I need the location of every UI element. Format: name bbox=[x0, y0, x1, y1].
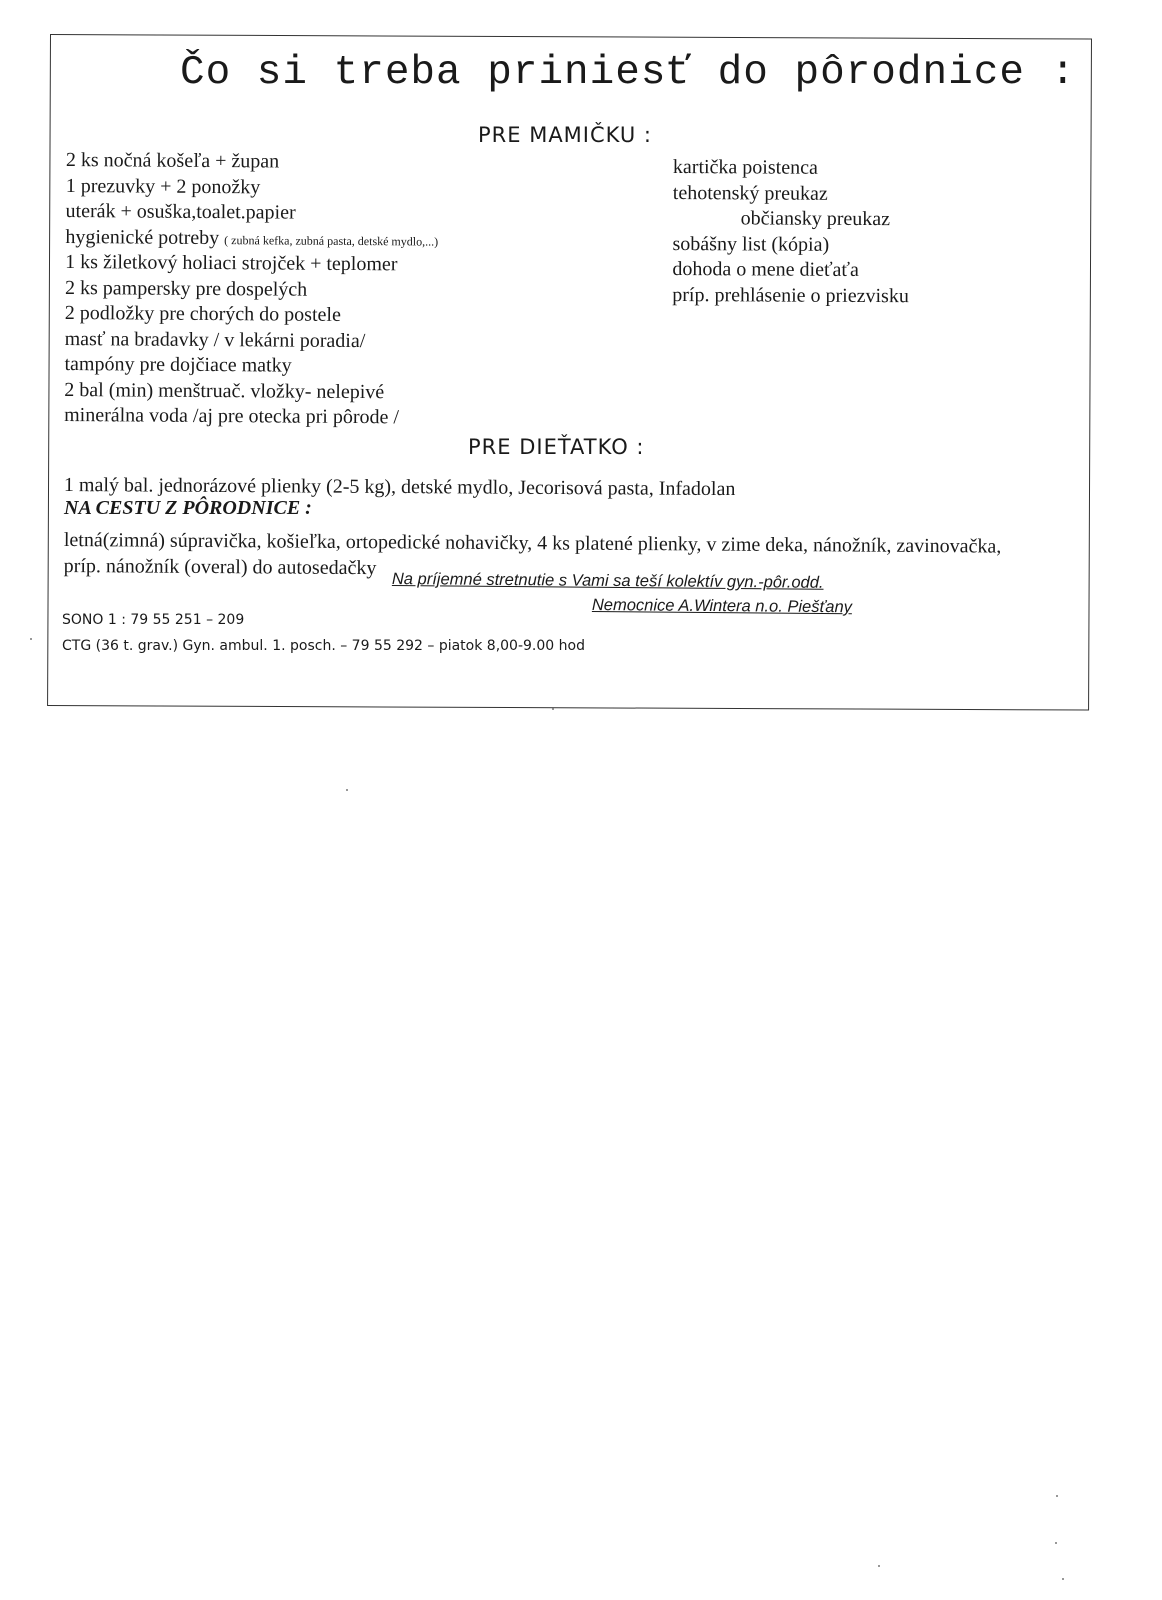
contact-ctg: CTG (36 t. grav.) Gyn. ambul. 1. posch. – 79 55 292 – piatok 8,00-9.00 hod bbox=[62, 638, 585, 654]
scan-speck bbox=[1056, 1495, 1058, 1497]
contact-sono: SONO 1 : 79 55 251 – 209 bbox=[62, 612, 245, 628]
list-item: 1 prezuvky + 2 ponožky bbox=[65, 174, 261, 198]
baby-heading: PRE DIEŤATKO : bbox=[468, 435, 645, 459]
hygiene-note: ( zubná kefka, zubná pasta, detské mydlo,...) bbox=[224, 232, 439, 249]
list-item: 2 ks pampersky pre dospelých bbox=[64, 276, 308, 301]
documents-list bbox=[672, 155, 909, 309]
scan-speck bbox=[346, 789, 348, 791]
list-item: 1 ks žiletkový holiaci strojček + teplomer bbox=[65, 250, 398, 276]
signature-line-1: Na príjemné stretnutie s Vami sa teší kolektív gyn.-pôr.odd. bbox=[391, 570, 824, 592]
document-item: príp. prehlásenie o priezvisku bbox=[672, 283, 909, 307]
document-item: občiansky preukaz bbox=[740, 207, 891, 231]
scan-speck bbox=[1062, 1578, 1064, 1580]
mom-items-list bbox=[64, 148, 439, 431]
list-item: 2 bal (min) menštruač. vložky- nelepivé bbox=[64, 378, 385, 403]
page-title: Čo si treba priniesť do pôrodnice : bbox=[180, 50, 1077, 96]
document-item: dohoda o mene dieťaťa bbox=[672, 257, 859, 281]
document-item: tehotenský preukaz bbox=[672, 181, 828, 205]
trip-items: letná(zimná) súpravička, košieľka, ortopedické nohavičky, 4 ks platené plienky, v zime deka, nánožník, zavinovačka, príp. nánožník (overal) do autosedačky bbox=[63, 528, 1002, 580]
list-item: tampóny pre dojčiace matky bbox=[64, 352, 292, 377]
scan-speck bbox=[30, 638, 32, 640]
scan-speck bbox=[1055, 1542, 1057, 1544]
list-item bbox=[65, 224, 438, 252]
document-item: sobášny list (kópia) bbox=[672, 232, 830, 256]
list-item: 2 podložky pre chorých do postele bbox=[64, 301, 341, 326]
baby-items: 1 malý bal. jednorázové plienky (2-5 kg), detské mydlo, Jecorisová pasta, Infadolan bbox=[63, 474, 736, 501]
mom-heading: PRE MAMIČKU : bbox=[478, 123, 652, 147]
signature-line-2: Nemocnice A.Wintera n.o. Piešťany bbox=[591, 596, 853, 617]
scan-speck bbox=[878, 1565, 880, 1567]
list-item: uterák + osuška,toalet.papier bbox=[65, 199, 296, 224]
list-item-text: hygienické potreby bbox=[65, 225, 220, 249]
document-item: kartička poistenca bbox=[672, 155, 818, 179]
list-item: minerálna voda /aj pre otecka pri pôrode / bbox=[64, 403, 400, 429]
list-item: masť na bradavky / v lekárni poradia/ bbox=[64, 327, 366, 352]
scan-speck bbox=[552, 708, 554, 710]
list-item: 2 ks nočná košeľa + župan bbox=[65, 148, 280, 173]
trip-heading: NA CESTU Z PÔRODNICE : bbox=[64, 497, 312, 519]
